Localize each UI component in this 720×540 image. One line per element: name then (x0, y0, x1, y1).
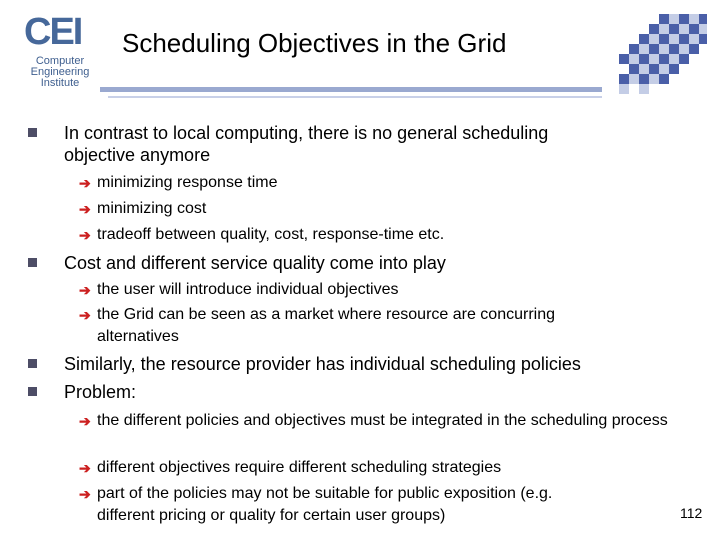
bullet-3-text: Similarly, the resource provider has individual scheduling policies (64, 354, 581, 374)
arrow-right-icon: ➔ (79, 460, 91, 476)
bullet-square-icon (28, 128, 37, 137)
arrow-right-icon: ➔ (79, 307, 91, 323)
bullet-4-sub-1: the different policies and objectives must be integrated in the scheduling process (97, 412, 668, 429)
arrow-right-icon: ➔ (79, 413, 91, 429)
logo-line-2: Engineering (30, 66, 90, 78)
arrow-right-icon: ➔ (79, 227, 91, 243)
bullet-4-sub-2: different objectives require different scheduling strategies (97, 459, 502, 476)
bullet-4-text: Problem: (64, 382, 137, 402)
checker-decoration-icon (615, 14, 707, 96)
title-underline (100, 87, 602, 92)
arrow-right-icon: ➔ (79, 282, 91, 298)
arrow-right-icon: ➔ (79, 175, 91, 191)
bullet-4-sub-3: part of the policies may not be suitable for public exposition (e.g. different pricing or quality for certain user groups) (97, 485, 553, 524)
arrow-right-icon: ➔ (79, 486, 91, 502)
bullet-1-sub-1: minimizing response time (97, 174, 278, 191)
bullet-1-text: In contrast to local computing, there is no general scheduling objective anymore (64, 123, 549, 165)
logo-text (20, 56, 100, 89)
bullet-1-sub-2: minimizing cost (97, 200, 207, 217)
bullet-square-icon (28, 258, 37, 267)
logo-mark: CEI (24, 11, 82, 53)
title-underline-thin (108, 96, 602, 98)
arrow-right-icon: ➔ (79, 201, 91, 217)
bullet-1-sub-3: tradeoff between quality, cost, response-time etc. (97, 226, 445, 243)
bullet-square-icon (28, 359, 37, 368)
bullet-2-text: Cost and different service quality come into play (64, 253, 446, 273)
logo-line-1: Computer (35, 55, 85, 67)
cei-logo (20, 10, 100, 92)
bullet-2-sub-2: the Grid can be seen as a market where resource are concurring alternatives (97, 306, 556, 345)
page-number: 112 (680, 505, 703, 521)
slide-title: Scheduling Objectives in the Grid (122, 28, 507, 58)
bullet-square-icon (28, 387, 37, 396)
bullet-2-sub-1: the user will introduce individual objectives (97, 281, 399, 298)
logo-line-3: Institute (40, 77, 80, 89)
